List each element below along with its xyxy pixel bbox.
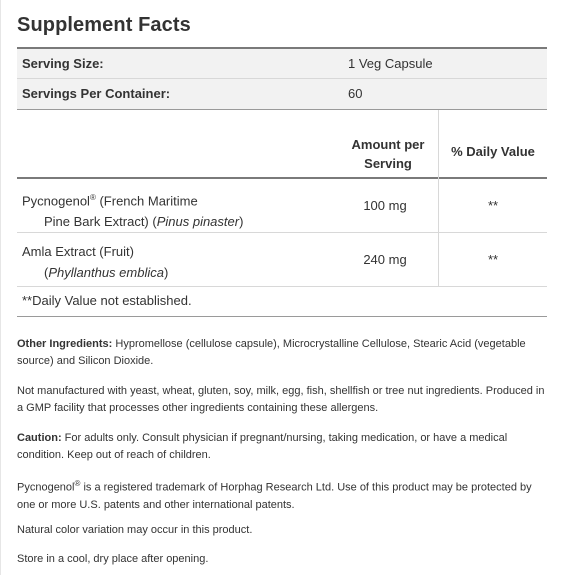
ingredient-name-amla xyxy=(22,241,168,283)
botanical-name: Phyllanthus emblica xyxy=(48,265,164,280)
left-border xyxy=(0,0,1,575)
ingredient-amount: 100 mg xyxy=(363,198,407,213)
servings-per-container-value: 60 xyxy=(348,86,363,101)
ingredient-name-line: (French Maritime xyxy=(95,193,198,209)
trademark-text: Pycnogenol xyxy=(17,481,75,494)
ingredient-name-pycnogenol xyxy=(22,187,243,232)
ingredient-name-line: Amla Extract (Fruit) xyxy=(22,244,134,259)
caution-label: Caution: xyxy=(17,432,62,444)
trademark-text: is a registered trademark of Horphag Research Ltd. Use of this product may be protected by one or more U.S. patents and other international patents. xyxy=(17,481,532,511)
ingredient-name-line: ) xyxy=(239,214,244,230)
allergen-statement: Not manufactured with yeast, wheat, gluten, soy, milk, egg, fish, shellfish or tree nut ingredients. Produced in a GMP facility that processes other ingredients containing these allergens. xyxy=(17,385,545,414)
ingredient-name-line: Pine Bark Extract) ( xyxy=(44,214,157,230)
table-bottom-rule xyxy=(17,316,547,317)
ingredient-name-line: ( xyxy=(44,265,49,280)
serving-size-label: Serving Size: xyxy=(22,56,104,71)
caution-text: For adults only. Consult physician if pregnant/nursing, taking medication, or have a medical condition. Keep out of reach of children. xyxy=(17,432,508,461)
other-ingredients xyxy=(17,336,547,370)
trademark-statement xyxy=(17,475,547,514)
amount-header-line2: Serving xyxy=(364,156,412,171)
amount-per-serving-header xyxy=(320,135,456,173)
page-title: Supplement Facts xyxy=(17,14,191,36)
row-divider xyxy=(17,286,547,287)
other-ingredients-text: Hypromellose (cellulose capsule), Microcrystalline Cellulose, Stearic Acid (vegetable source) and Silicon Dioxide. xyxy=(17,338,526,367)
daily-value-footnote: **Daily Value not established. xyxy=(22,293,192,308)
ingredient-daily-value: ** xyxy=(487,252,499,267)
caution-statement xyxy=(17,430,547,464)
servings-per-container-label: Servings Per Container: xyxy=(22,86,171,101)
header-rule xyxy=(17,177,547,179)
ingredient-name-line: Pycnogenol xyxy=(22,193,90,209)
botanical-name: Pinus pinaster xyxy=(156,214,240,230)
registered-mark: ® xyxy=(74,479,81,488)
color-variation-note: Natural color variation may occur in this product. xyxy=(17,524,253,536)
serving-size-value: 1 Veg Capsule xyxy=(348,56,433,71)
ingredient-daily-value: ** xyxy=(487,198,499,213)
other-ingredients-label: Other Ingredients: xyxy=(17,338,113,350)
ingredient-name-line: ) xyxy=(163,265,169,280)
storage-note: Store in a cool, dry place after opening. xyxy=(17,553,209,565)
amount-header-line1: Amount per xyxy=(351,137,425,152)
serving-bottom-rule xyxy=(17,109,547,110)
ingredient-amount: 240 mg xyxy=(363,252,407,267)
registered-mark: ® xyxy=(89,193,96,202)
row-divider xyxy=(17,232,547,233)
daily-value-header: % Daily Value xyxy=(451,144,535,159)
